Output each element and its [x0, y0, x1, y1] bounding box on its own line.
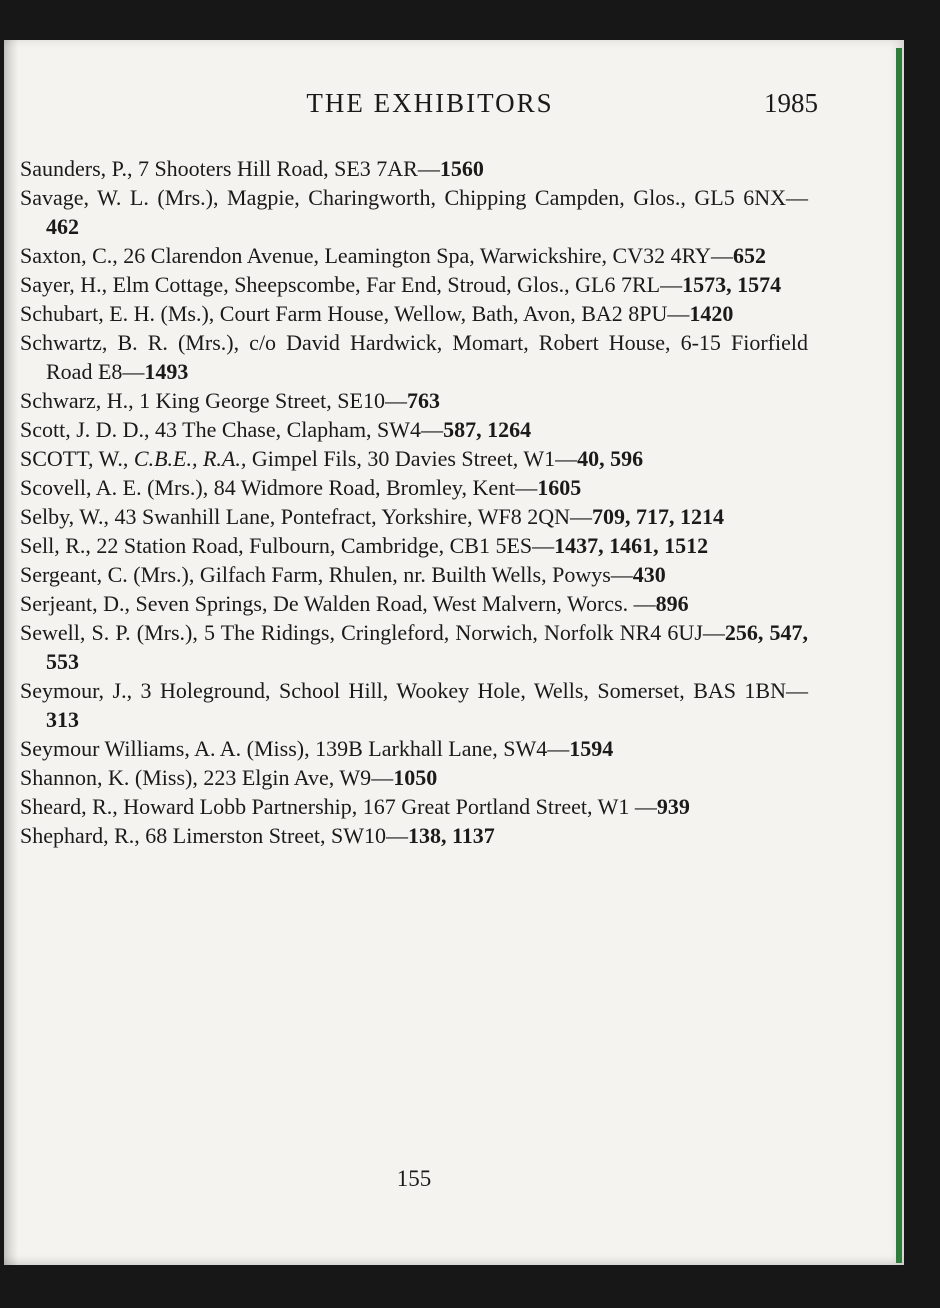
list-item: Schwartz, B. R. (Mrs.), c/o David Hardwick, Momart, Robert House, 6-15 Fiorfield Road E8—1493 [20, 330, 808, 384]
list-item: Seymour Williams, A. A. (Miss), 139B Larkhall Lane, SW4—1594 [20, 736, 614, 761]
list-item: Schwarz, H., 1 King George Street, SE10—763 [20, 388, 440, 413]
list-item: Saxton, C., 26 Clarendon Avenue, Leamington Spa, Warwickshire, CV32 4RY—652 [20, 243, 766, 268]
running-head-title: THE EXHIBITORS [306, 88, 554, 118]
list-item: Schubart, E. H. (Ms.), Court Farm House, Wellow, Bath, Avon, BA2 8PU—1420 [20, 301, 734, 326]
list-item: Sergeant, C. (Mrs.), Gilfach Farm, Rhulen, nr. Builth Wells, Powys—430 [20, 562, 666, 587]
book-page [4, 40, 904, 1265]
running-head-year: 1985 [764, 88, 818, 118]
exhibitor-list [20, 154, 808, 850]
list-item: Savage, W. L. (Mrs.), Magpie, Charingworth, Chipping Campden, Glos., GL5 6NX—462 [20, 185, 808, 239]
list-item: Shannon, K. (Miss), 223 Elgin Ave, W9—1050 [20, 765, 438, 790]
list-item: Sheard, R., Howard Lobb Partnership, 167 Great Portland Street, W1 —939 [20, 794, 690, 819]
list-item: Sayer, H., Elm Cottage, Sheepscombe, Far End, Stroud, Glos., GL6 7RL—1573, 1574 [20, 272, 782, 297]
list-item: Saunders, P., 7 Shooters Hill Road, SE3 7AR—1560 [20, 156, 484, 181]
list-item: Seymour, J., 3 Holeground, School Hill, Wookey Hole, Wells, Somerset, BAS 1BN—313 [20, 678, 808, 732]
page-number: 155 [396, 1166, 432, 1191]
list-item: Selby, W., 43 Swanhill Lane, Pontefract, Yorkshire, WF8 2QN—709, 717, 1214 [20, 504, 724, 529]
list-item: Shephard, R., 68 Limerston Street, SW10—138, 1137 [20, 823, 495, 848]
list-item: SCOTT, W., C.B.E., R.A., Gimpel Fils, 30 Davies Street, W1—40, 596 [20, 446, 644, 471]
list-item: Scovell, A. E. (Mrs.), 84 Widmore Road, Bromley, Kent—1605 [20, 475, 582, 500]
list-item: Scott, J. D. D., 43 The Chase, Clapham, SW4—587, 1264 [20, 417, 532, 442]
page-edge-green [896, 48, 902, 1263]
list-item: Sell, R., 22 Station Road, Fulbourn, Cambridge, CB1 5ES—1437, 1461, 1512 [20, 533, 709, 558]
list-item: Serjeant, D., Seven Springs, De Walden Road, West Malvern, Worcs. —896 [20, 591, 689, 616]
list-item: Sewell, S. P. (Mrs.), 5 The Ridings, Cringleford, Norwich, Norfolk NR4 6UJ—256, 547, 553 [20, 620, 809, 674]
